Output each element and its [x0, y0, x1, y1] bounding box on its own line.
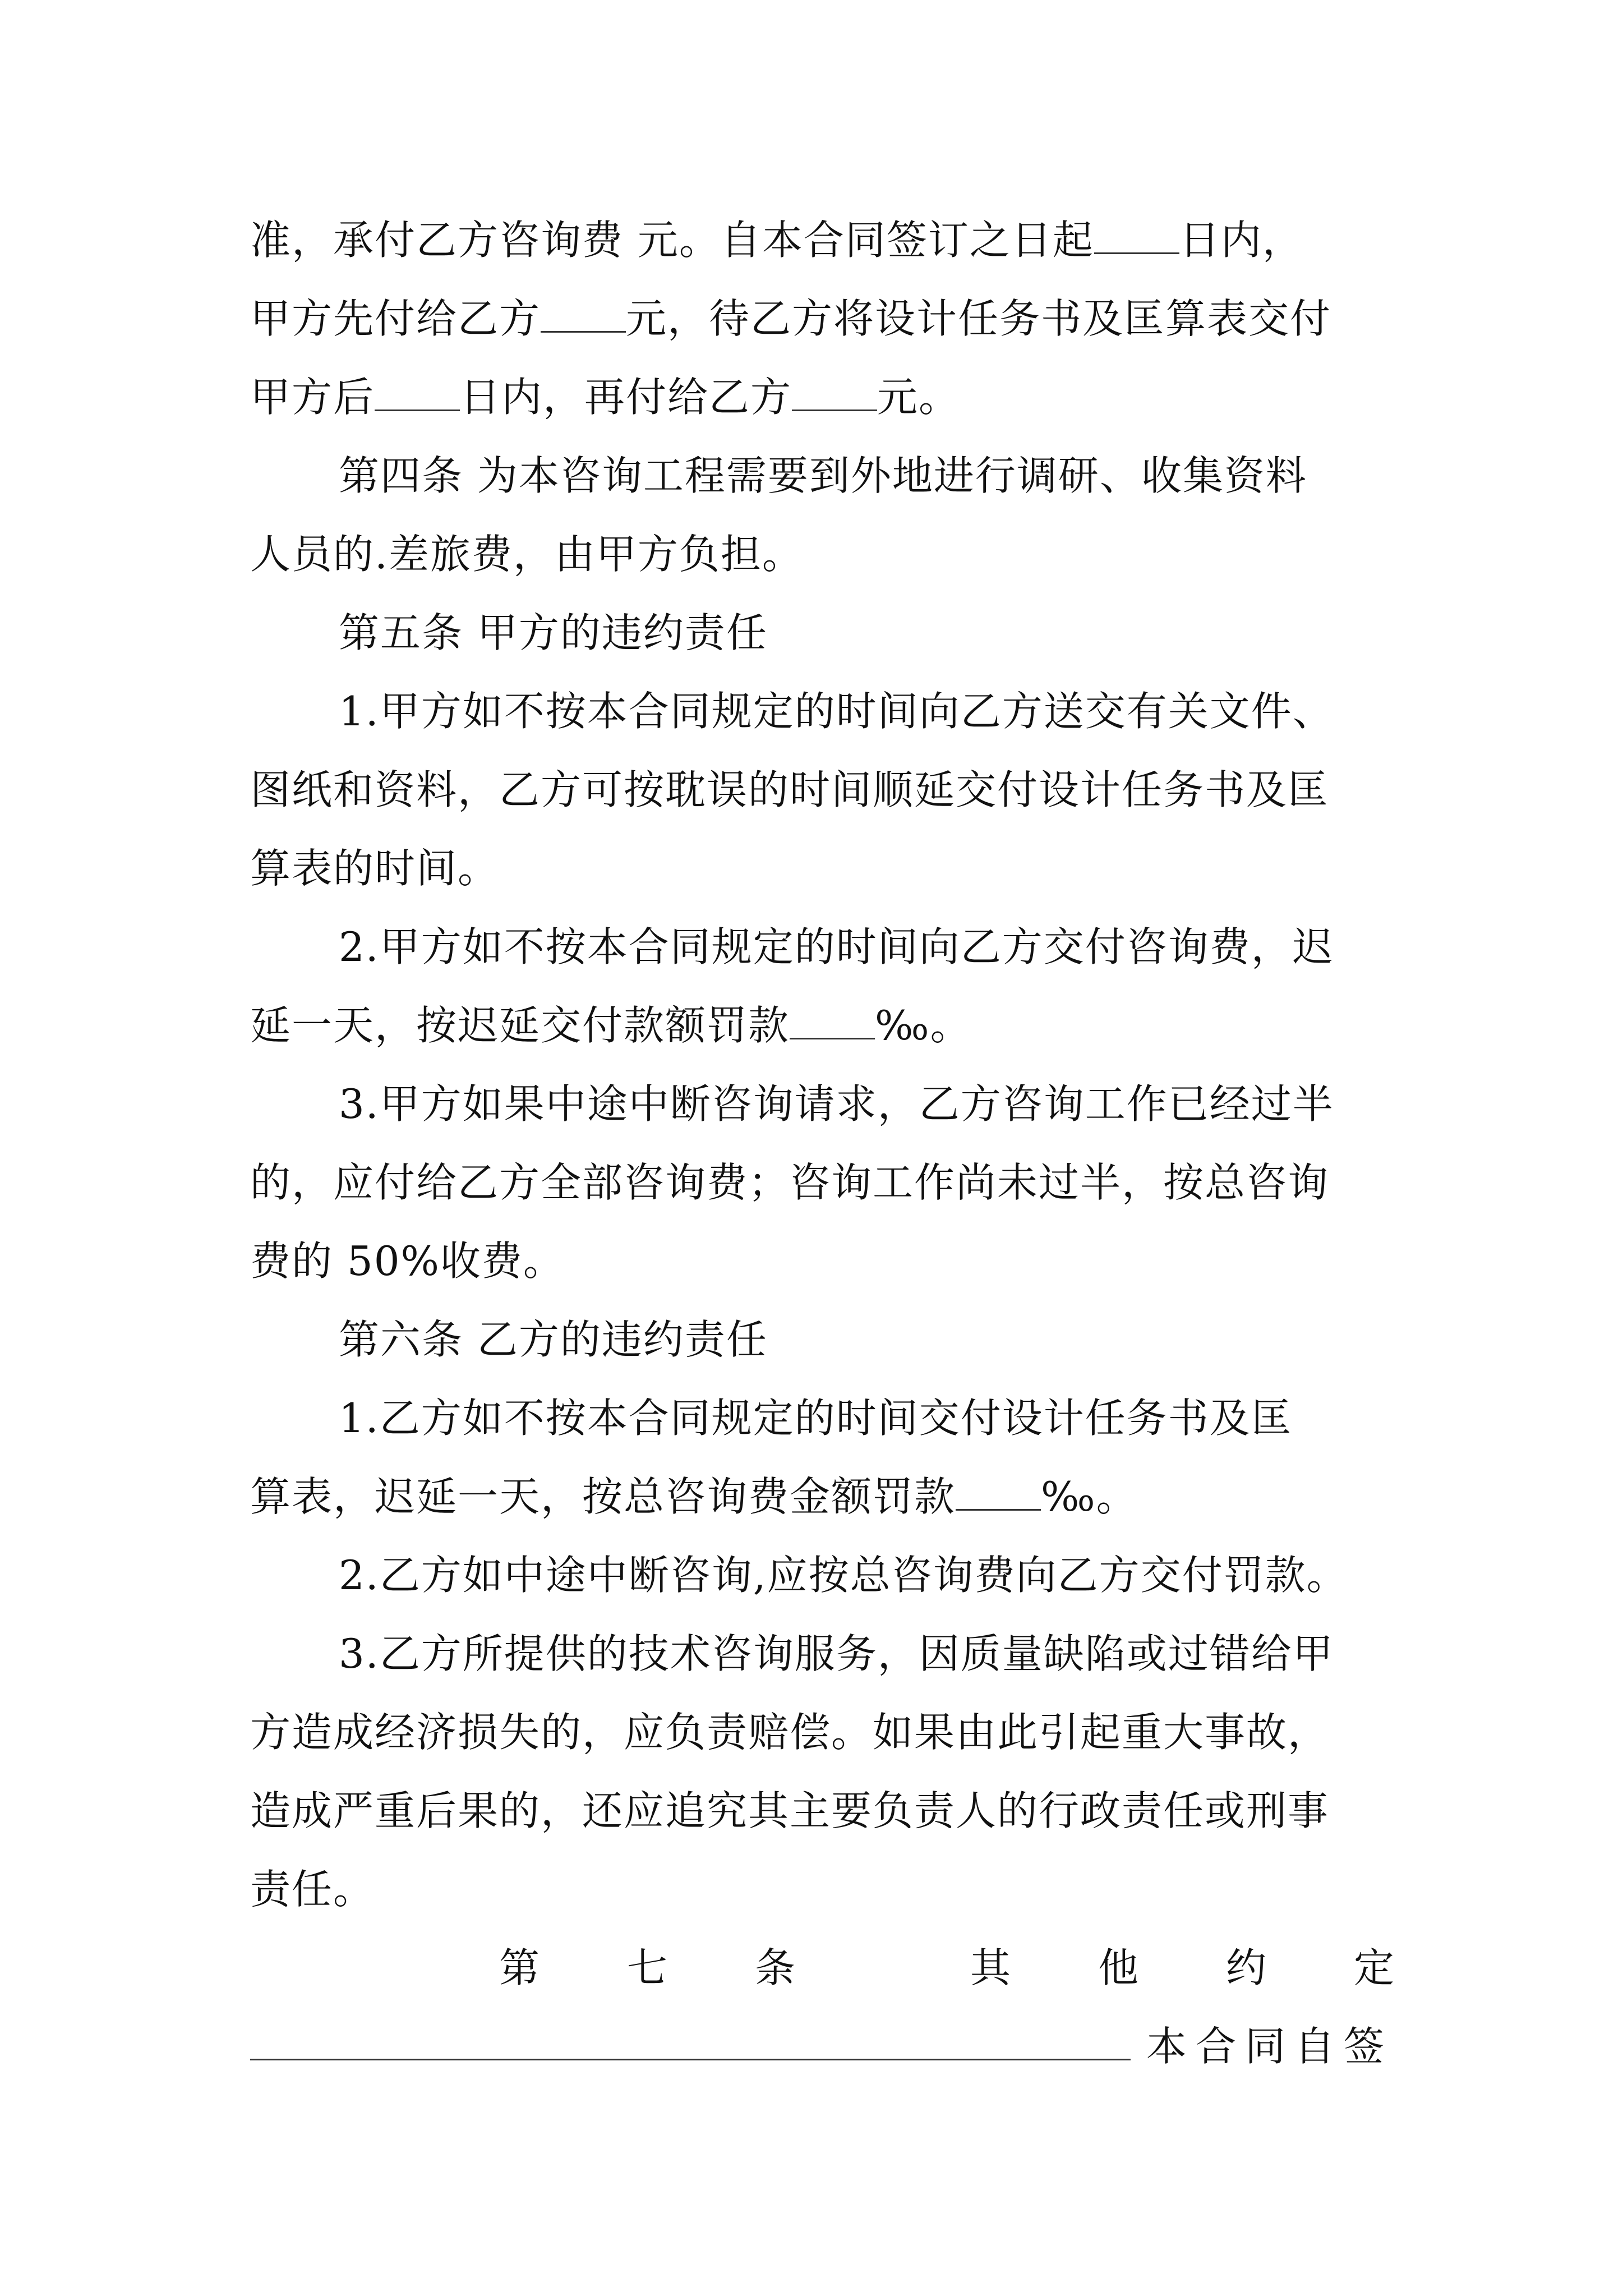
text-line: [250, 209, 1394, 272]
text-segment: 的，应付给乙方全部咨询费；咨询工作尚未过半，按总咨询: [250, 1159, 1330, 1206]
fill-in-blank: [541, 287, 626, 333]
text-segment: 第六条 乙方的违约责任: [339, 1316, 768, 1363]
heading-char: 第: [499, 1944, 540, 1991]
text-segment: 本合同自签: [1146, 2023, 1394, 2070]
text-segment: 1.乙方如不按本合同规定的时间交付设计任务书及匡: [339, 1395, 1293, 1442]
text-segment: 2.甲方如不按本合同规定的时间向乙方交付咨询费，迟: [339, 923, 1334, 970]
text-line: [250, 366, 1394, 429]
text-segment: 甲方后: [250, 374, 375, 421]
article-heading: [339, 444, 1394, 507]
text-line: [250, 523, 1394, 586]
text-line: [250, 1465, 1394, 1528]
heading-char: 其: [970, 1944, 1011, 1991]
text-segment: 费的 50%收费。: [250, 1237, 565, 1285]
text-segment: 甲方先付给乙方: [250, 295, 541, 342]
text-segment: 算表的时间。: [250, 845, 500, 892]
heading-char: 他: [1098, 1944, 1138, 1991]
text-segment: 元。: [877, 374, 961, 421]
text-segment: 第四条 为本咨询工程需要到外地进行调研、收集资料: [339, 452, 1307, 499]
text-line: [250, 2015, 1394, 2078]
text-segment: 第五条 甲方的违约责任: [339, 609, 768, 656]
article-heading-spread: [499, 1936, 1394, 1999]
text-segment: 算表，迟延一天，按总咨询费金额罚款: [250, 1473, 956, 1520]
text-segment: 3.乙方所提供的技术咨询服务，因质量缺陷或过错给甲: [339, 1630, 1334, 1677]
text-segment: 延一天，按迟延交付款额罚款: [250, 1002, 790, 1049]
text-line: [250, 1230, 1394, 1292]
text-segment: 图纸和资料，乙方可按耽误的时间顺延交付设计任务书及匡: [250, 766, 1330, 813]
text-segment: 日内，再付给乙方: [460, 374, 792, 421]
text-line: [250, 1151, 1394, 1214]
heading-char: 定: [1353, 1944, 1394, 1991]
text-line: [250, 1701, 1394, 1764]
text-segment: 方造成经济损失的，应负责赔偿。如果由此引起重大事故，: [250, 1709, 1330, 1756]
fill-in-blank: [792, 366, 877, 411]
article-heading: [339, 601, 1394, 664]
clause-line: [339, 680, 1394, 743]
clause-line: [339, 1073, 1394, 1135]
text-segment: 1.甲方如不按本合同规定的时间向乙方送交有关文件、: [339, 688, 1334, 735]
text-segment: ‰。: [1041, 1473, 1138, 1520]
article-heading: [339, 1308, 1394, 1371]
text-segment: 日内，: [1179, 217, 1304, 264]
clause-line: [339, 1544, 1394, 1607]
fill-in-blank: [1094, 209, 1179, 254]
clause-line: [339, 1622, 1394, 1685]
text-line: [250, 1779, 1394, 1842]
text-segment: 3.甲方如果中途中断咨询请求，乙方咨询工作已经过半: [339, 1080, 1334, 1128]
text-line: [250, 837, 1394, 900]
fill-in-blank: [250, 2015, 1131, 2060]
heading-char: 七: [627, 1944, 668, 1991]
text-line: [250, 287, 1394, 350]
text-segment: 责任。: [250, 1866, 375, 1913]
text-line: [250, 1858, 1394, 1921]
heading-char: 条: [755, 1944, 796, 1991]
text-segment: 2.乙方如中途中断咨询,应按总咨询费向乙方交付罚款。: [339, 1552, 1348, 1599]
clause-line: [339, 915, 1394, 978]
text-line: [250, 994, 1394, 1057]
fill-in-blank: [956, 1465, 1041, 1511]
text-line: [250, 758, 1394, 821]
text-segment: 造成严重后果的，还应追究其主要负责人的行政责任或刑事: [250, 1787, 1330, 1834]
text-segment: 元，待乙方将设计任务书及匡算表交付: [626, 295, 1332, 342]
text-segment: 准，承付乙方咨询费 元。自本合同签订之日起: [250, 217, 1094, 264]
heading-char: 约: [1225, 1944, 1266, 1991]
fill-in-blank: [790, 994, 875, 1039]
text-segment: ‰。: [875, 1002, 972, 1049]
clause-line: [339, 1387, 1394, 1450]
fill-in-blank: [375, 366, 460, 411]
text-segment: 人员的.差旅费，由甲方负担。: [250, 531, 804, 578]
